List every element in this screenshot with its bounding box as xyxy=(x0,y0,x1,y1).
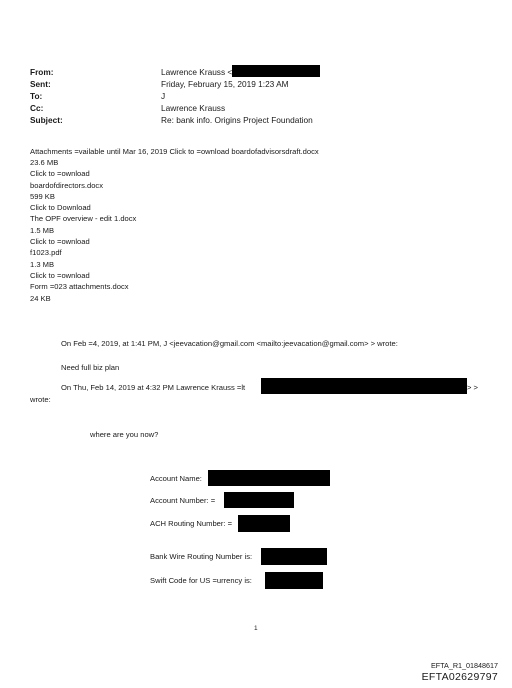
attachment-download-link[interactable]: Click to Download xyxy=(30,203,91,212)
redaction-wire-routing xyxy=(261,548,327,565)
attachment-size: 599 KB xyxy=(30,192,55,201)
redaction-ach-routing xyxy=(238,515,290,532)
wire-routing-label: Bank Wire Routing Number is: xyxy=(150,552,253,561)
subject-value: Re: bank info. Origins Project Foundation xyxy=(161,115,313,125)
swift-label: Swift Code for US =urrency is: xyxy=(150,576,252,585)
page-number: 1 xyxy=(254,625,258,632)
redaction-account-number xyxy=(224,492,294,508)
ach-routing-label: ACH Routing Number: = xyxy=(150,519,233,528)
attachment-filename: boardofdirectors.docx xyxy=(30,181,104,190)
quote-header-1: On Feb =4, 2019, at 1:41 PM, J <jeevacation@gmail.com <mailto:jeevacation@gmail.com> > wrote: xyxy=(61,339,398,348)
quote-header-2: On Thu, Feb 14, 2019 at 4:32 PM Lawrence Krauss =lt xyxy=(61,383,246,392)
message-text: where are you now? xyxy=(90,430,159,439)
account-name-label: Account Name: xyxy=(150,474,202,483)
attachment-filename: f1023.pdf xyxy=(30,248,62,257)
redaction-swift xyxy=(265,572,323,589)
attachment-size: 1.5 MB xyxy=(30,226,55,235)
attachment-download-link[interactable]: Click to =ownload xyxy=(30,271,90,280)
redaction-from-email xyxy=(232,65,320,77)
attachment-line: Attachments =vailable until Mar 16, 2019 Click to =ownload boardofadvisorsdraft.docx xyxy=(30,147,319,156)
to-value: J xyxy=(161,91,166,101)
cc-label: Cc: xyxy=(30,103,44,113)
redaction-account-name xyxy=(208,470,330,486)
footer-id-big: EFTA02629797 xyxy=(421,671,498,683)
quote-wrote: wrote: xyxy=(30,395,51,404)
footer-id-small: EFTA_R1_01848617 xyxy=(431,661,498,670)
attachment-size: 24 KB xyxy=(30,294,51,303)
account-number-label: Account Number: = xyxy=(150,496,216,505)
sent-value: Friday, February 15, 2019 1:23 AM xyxy=(161,79,289,89)
from-label: From: xyxy=(30,67,54,77)
attachment-filename: Form =023 attachments.docx xyxy=(30,282,129,291)
reply-text: Need full biz plan xyxy=(61,363,120,372)
attachment-line: 23.6 MB xyxy=(30,158,59,167)
attachment-download-link[interactable]: Click to =ownload xyxy=(30,169,90,178)
redaction-quote-email xyxy=(261,378,467,394)
from-value: Lawrence Krauss < xyxy=(161,67,233,77)
quote-header-2-suffix: > > xyxy=(467,383,478,392)
attachment-filename: The OPF overview - edit 1.docx xyxy=(30,214,137,223)
sent-label: Sent: xyxy=(30,79,51,89)
to-label: To: xyxy=(30,91,43,101)
cc-value: Lawrence Krauss xyxy=(161,103,226,113)
attachment-size: 1.3 MB xyxy=(30,260,55,269)
subject-label: Subject: xyxy=(30,115,63,125)
attachment-download-link[interactable]: Click to =ownload xyxy=(30,237,90,246)
